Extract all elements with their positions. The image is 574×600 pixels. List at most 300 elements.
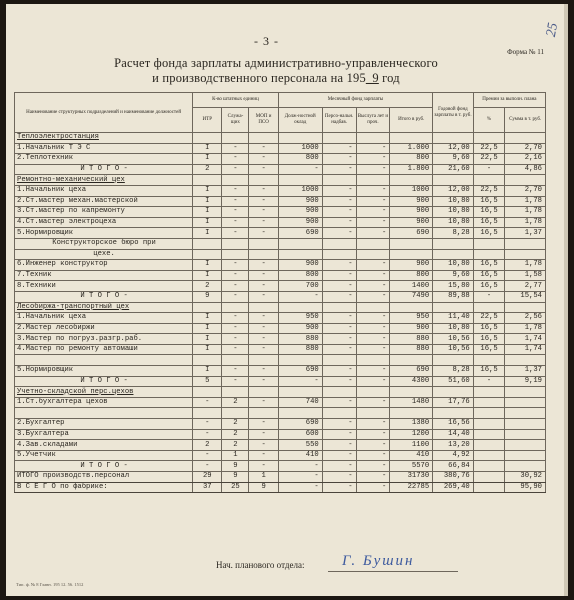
table-row xyxy=(15,461,546,472)
table-row xyxy=(15,270,546,281)
corner-handwriting: 25 xyxy=(543,21,562,39)
row-cell: 690 xyxy=(278,419,322,430)
row-cell xyxy=(222,238,249,249)
row-cell xyxy=(473,387,505,398)
row-cell: - xyxy=(356,164,390,175)
row-cell: - xyxy=(322,185,356,196)
row-cell: - xyxy=(249,344,278,355)
row-cell xyxy=(222,355,249,366)
row-cell xyxy=(473,397,505,408)
row-cell: 4,92 xyxy=(433,450,474,461)
row-cell: - xyxy=(356,313,390,324)
row-cell: 10,80 xyxy=(433,260,474,271)
row-cell: 2 xyxy=(222,440,249,451)
row-name: И Т О Г О - xyxy=(15,461,193,472)
row-cell: - xyxy=(356,143,390,154)
row-cell: 7490 xyxy=(390,291,433,302)
row-cell xyxy=(390,408,433,419)
row-cell: - xyxy=(356,419,390,430)
row-cell xyxy=(278,355,322,366)
row-cell: - xyxy=(222,164,249,175)
row-cell: - xyxy=(356,185,390,196)
row-cell: I xyxy=(193,143,222,154)
row-cell: 880 xyxy=(278,344,322,355)
row-cell xyxy=(278,302,322,313)
row-cell: - xyxy=(249,291,278,302)
table-row xyxy=(15,143,546,154)
row-name: ИТОГО производств.персонал xyxy=(15,472,193,483)
row-cell: 16,5 xyxy=(473,366,505,377)
table-row xyxy=(15,366,546,377)
row-name: 5.Нормировщик xyxy=(15,228,193,239)
row-cell: - xyxy=(249,366,278,377)
row-cell: 410 xyxy=(278,450,322,461)
row-cell: 690 xyxy=(278,366,322,377)
row-cell: 51,60 xyxy=(433,376,474,387)
table-row xyxy=(15,291,546,302)
row-cell xyxy=(390,133,433,144)
row-name: 1.Начальник цеха xyxy=(15,313,193,324)
row-cell: 2 xyxy=(193,281,222,292)
row-cell: - xyxy=(222,313,249,324)
row-cell xyxy=(505,249,546,260)
row-cell xyxy=(505,133,546,144)
row-cell: - xyxy=(356,397,390,408)
row-cell xyxy=(356,238,390,249)
row-name: Теплоэлектростанция xyxy=(15,133,193,144)
row-cell: 950 xyxy=(390,313,433,324)
row-cell: - xyxy=(356,344,390,355)
row-cell: 16,5 xyxy=(473,196,505,207)
row-cell: 800 xyxy=(390,270,433,281)
header-seniority: Выслуга лет и проч. xyxy=(356,108,390,133)
row-cell: 9,60 xyxy=(433,270,474,281)
row-cell: 95,90 xyxy=(505,482,546,493)
row-cell xyxy=(356,133,390,144)
table-row xyxy=(15,228,546,239)
row-cell: 10,80 xyxy=(433,207,474,218)
document-title xyxy=(96,56,456,86)
row-cell xyxy=(473,249,505,260)
row-cell xyxy=(322,133,356,144)
row-cell xyxy=(433,302,474,313)
row-cell xyxy=(222,387,249,398)
row-cell: 900 xyxy=(390,217,433,228)
row-cell: 380,76 xyxy=(433,472,474,483)
row-cell: 1400 xyxy=(390,281,433,292)
row-cell: 2 xyxy=(193,440,222,451)
row-cell: I xyxy=(193,154,222,165)
row-cell: 2,56 xyxy=(505,313,546,324)
row-cell xyxy=(249,249,278,260)
row-cell: - xyxy=(222,260,249,271)
row-cell: - xyxy=(249,143,278,154)
row-name: 4.Зав.складами xyxy=(15,440,193,451)
row-cell xyxy=(322,238,356,249)
row-cell: 1 xyxy=(222,450,249,461)
row-cell: - xyxy=(322,376,356,387)
table-row xyxy=(15,323,546,334)
row-cell: 1,58 xyxy=(505,270,546,281)
row-cell xyxy=(222,302,249,313)
row-name: И Т О Г О - xyxy=(15,376,193,387)
payroll-table xyxy=(14,92,546,493)
row-cell xyxy=(322,302,356,313)
row-cell: 690 xyxy=(390,228,433,239)
row-cell xyxy=(249,238,278,249)
row-cell: 1,74 xyxy=(505,334,546,345)
row-cell: 1.000 xyxy=(390,143,433,154)
row-cell xyxy=(322,408,356,419)
row-cell xyxy=(473,238,505,249)
row-cell: 1 xyxy=(249,472,278,483)
header-monthly-total: Итого в руб. xyxy=(390,108,433,133)
table-body xyxy=(15,133,546,493)
row-cell: - xyxy=(322,344,356,355)
row-cell xyxy=(356,249,390,260)
row-cell: - xyxy=(222,207,249,218)
row-cell xyxy=(433,249,474,260)
row-name: Учетно-складской перс.цехов xyxy=(15,387,193,398)
row-cell: 89,88 xyxy=(433,291,474,302)
row-cell xyxy=(278,387,322,398)
footer-label: Нач. планового отдела: xyxy=(216,560,305,570)
row-cell xyxy=(249,133,278,144)
row-cell xyxy=(505,461,546,472)
row-cell xyxy=(505,429,546,440)
table-row xyxy=(15,313,546,324)
row-cell: 9,19 xyxy=(505,376,546,387)
table-row xyxy=(15,196,546,207)
row-cell: 740 xyxy=(278,397,322,408)
row-cell: - xyxy=(322,164,356,175)
row-cell: - xyxy=(356,440,390,451)
row-cell: 22785 xyxy=(390,482,433,493)
row-cell: 900 xyxy=(278,207,322,218)
row-cell: - xyxy=(249,323,278,334)
row-cell xyxy=(193,133,222,144)
row-cell: 29 xyxy=(193,472,222,483)
document-page xyxy=(6,4,568,596)
row-cell: 2 xyxy=(222,429,249,440)
row-cell: 900 xyxy=(278,323,322,334)
row-cell: - xyxy=(222,344,249,355)
row-cell: 22,5 xyxy=(473,313,505,324)
row-cell: 1000 xyxy=(390,185,433,196)
row-cell: 15,54 xyxy=(505,291,546,302)
row-name: 4.Ст.мастер электроцеха xyxy=(15,217,193,228)
row-cell: - xyxy=(356,260,390,271)
table-row xyxy=(15,419,546,430)
row-cell: - xyxy=(249,217,278,228)
row-cell: - xyxy=(249,450,278,461)
row-cell: 16,5 xyxy=(473,228,505,239)
row-cell: - xyxy=(356,461,390,472)
row-cell xyxy=(473,450,505,461)
row-cell: - xyxy=(322,450,356,461)
row-cell: 9 xyxy=(222,472,249,483)
header-bonus-percent: % xyxy=(473,108,505,133)
row-cell: 16,5 xyxy=(473,344,505,355)
row-name: 5.Учетчик xyxy=(15,450,193,461)
row-cell: 2 xyxy=(193,164,222,175)
row-cell xyxy=(473,175,505,186)
row-cell: 15,80 xyxy=(433,281,474,292)
row-cell: - xyxy=(249,419,278,430)
row-cell: 2,70 xyxy=(505,185,546,196)
row-cell: - xyxy=(222,143,249,154)
row-cell: - xyxy=(356,472,390,483)
row-cell: 5 xyxy=(193,376,222,387)
row-cell: - xyxy=(356,270,390,281)
row-cell: - xyxy=(278,164,322,175)
header-monthly-group: Месячный фонд зарплаты xyxy=(278,93,432,108)
title-year: _9 xyxy=(365,71,379,85)
row-cell xyxy=(390,387,433,398)
row-name: 7.Техник xyxy=(15,270,193,281)
row-cell: - xyxy=(222,217,249,228)
signature: Г. Бушин xyxy=(342,553,415,569)
row-name: 6.Инженер конструктор xyxy=(15,260,193,271)
row-cell: 9 xyxy=(222,461,249,472)
row-cell xyxy=(505,387,546,398)
row-cell: - xyxy=(322,419,356,430)
row-cell: - xyxy=(356,154,390,165)
header-staff-itr: ИТР xyxy=(193,108,222,133)
row-cell: 900 xyxy=(390,323,433,334)
row-cell: - xyxy=(249,334,278,345)
row-cell: - xyxy=(322,482,356,493)
row-cell: - xyxy=(193,429,222,440)
row-cell: I xyxy=(193,185,222,196)
row-cell: 12,00 xyxy=(433,143,474,154)
row-cell: 950 xyxy=(278,313,322,324)
row-cell: 1,78 xyxy=(505,217,546,228)
row-name: 5.Нормировщик xyxy=(15,366,193,377)
row-cell: 900 xyxy=(390,207,433,218)
row-cell: I xyxy=(193,196,222,207)
row-cell: - xyxy=(222,281,249,292)
row-cell: 1000 xyxy=(278,185,322,196)
table-row xyxy=(15,482,546,493)
row-cell xyxy=(390,355,433,366)
row-cell: 800 xyxy=(278,154,322,165)
row-cell xyxy=(390,238,433,249)
header-personal-bonus: Персо-нальн. надбав. xyxy=(322,108,356,133)
row-cell: - xyxy=(322,207,356,218)
row-cell: - xyxy=(249,440,278,451)
row-cell: - xyxy=(222,376,249,387)
row-name xyxy=(15,355,193,366)
row-cell: - xyxy=(473,164,505,175)
table-row xyxy=(15,440,546,451)
row-cell xyxy=(505,175,546,186)
table-row xyxy=(15,334,546,345)
row-cell: 25 xyxy=(222,482,249,493)
row-cell xyxy=(473,133,505,144)
row-cell: - xyxy=(356,281,390,292)
row-cell: I xyxy=(193,228,222,239)
row-cell: - xyxy=(222,291,249,302)
table-row xyxy=(15,450,546,461)
row-cell: 2,70 xyxy=(505,143,546,154)
row-cell: - xyxy=(249,164,278,175)
row-cell xyxy=(473,429,505,440)
row-cell xyxy=(222,249,249,260)
row-cell: 269,40 xyxy=(433,482,474,493)
row-cell: 1,78 xyxy=(505,323,546,334)
row-cell xyxy=(278,175,322,186)
row-cell: 1,74 xyxy=(505,344,546,355)
print-mark: Тип. ф. № 8 Главн. 195 12. 56. 1512 xyxy=(16,582,84,587)
row-cell: - xyxy=(278,472,322,483)
row-cell: 800 xyxy=(278,270,322,281)
row-cell: 16,56 xyxy=(433,419,474,430)
row-cell xyxy=(322,355,356,366)
row-cell xyxy=(249,355,278,366)
header-bonus-group: Премии за выполн. плана xyxy=(473,93,545,108)
row-cell xyxy=(222,175,249,186)
row-cell: 31730 xyxy=(390,472,433,483)
row-cell: 16,5 xyxy=(473,323,505,334)
row-cell xyxy=(356,387,390,398)
row-cell: - xyxy=(322,143,356,154)
header-staff-employees: Служа-щих xyxy=(222,108,249,133)
row-cell xyxy=(473,440,505,451)
row-cell xyxy=(193,387,222,398)
row-cell: - xyxy=(222,323,249,334)
row-cell: 37 xyxy=(193,482,222,493)
row-cell xyxy=(322,387,356,398)
row-cell xyxy=(505,302,546,313)
row-cell: - xyxy=(193,397,222,408)
row-cell xyxy=(505,440,546,451)
row-cell: I xyxy=(193,313,222,324)
row-cell: - xyxy=(249,281,278,292)
title-line-1: Расчет фонда зарплаты административно-управленческого xyxy=(114,56,438,70)
row-cell: 12,00 xyxy=(433,185,474,196)
row-cell: 8,28 xyxy=(433,228,474,239)
table-row xyxy=(15,260,546,271)
row-cell xyxy=(249,387,278,398)
row-cell: - xyxy=(356,429,390,440)
row-cell: - xyxy=(322,281,356,292)
row-cell xyxy=(193,355,222,366)
row-cell: 16,5 xyxy=(473,334,505,345)
row-cell: 1380 xyxy=(390,419,433,430)
row-cell: - xyxy=(193,450,222,461)
header-name: Наименование структурных подразделений и наименование должностей xyxy=(15,93,193,133)
row-name xyxy=(15,408,193,419)
row-name: 2.Теплотехник xyxy=(15,154,193,165)
row-cell: - xyxy=(356,334,390,345)
header-staff-group: К-во штатных единиц xyxy=(193,93,279,108)
row-name: 2.Мастер лесобиржи xyxy=(15,323,193,334)
row-cell xyxy=(356,355,390,366)
row-cell: 8,28 xyxy=(433,366,474,377)
row-cell: - xyxy=(356,217,390,228)
row-cell: - xyxy=(322,291,356,302)
row-cell: - xyxy=(356,196,390,207)
row-cell xyxy=(278,249,322,260)
row-cell xyxy=(473,408,505,419)
row-cell xyxy=(249,408,278,419)
row-cell: - xyxy=(249,196,278,207)
row-cell: 66,84 xyxy=(433,461,474,472)
row-cell xyxy=(505,397,546,408)
row-cell: 1100 xyxy=(390,440,433,451)
row-cell: 880 xyxy=(278,334,322,345)
table-row xyxy=(15,376,546,387)
row-cell xyxy=(433,355,474,366)
page-number: - 3 - xyxy=(254,34,279,48)
row-cell xyxy=(278,238,322,249)
row-cell: 600 xyxy=(278,429,322,440)
row-cell: - xyxy=(356,207,390,218)
row-name: И Т О Г О - xyxy=(15,291,193,302)
table-row xyxy=(15,164,546,175)
row-cell xyxy=(390,302,433,313)
row-cell: 900 xyxy=(278,217,322,228)
row-cell: 11,40 xyxy=(433,313,474,324)
row-cell: 880 xyxy=(390,344,433,355)
row-name: И Т О Г О - xyxy=(15,164,193,175)
row-cell xyxy=(433,408,474,419)
row-cell: - xyxy=(322,217,356,228)
row-cell: - xyxy=(322,196,356,207)
row-cell: I xyxy=(193,260,222,271)
row-cell xyxy=(193,175,222,186)
table-row xyxy=(15,344,546,355)
signature-line xyxy=(328,571,458,572)
row-cell: - xyxy=(249,313,278,324)
row-cell: 22,5 xyxy=(473,154,505,165)
row-cell: - xyxy=(356,450,390,461)
row-cell: 1.800 xyxy=(390,164,433,175)
row-cell xyxy=(505,355,546,366)
row-cell: - xyxy=(249,228,278,239)
row-cell: - xyxy=(322,429,356,440)
row-cell: 14,40 xyxy=(433,429,474,440)
row-cell: I xyxy=(193,323,222,334)
row-cell xyxy=(433,133,474,144)
table-row xyxy=(15,175,546,186)
row-cell xyxy=(505,450,546,461)
row-cell: - xyxy=(278,376,322,387)
row-cell: - xyxy=(322,440,356,451)
row-cell: - xyxy=(356,482,390,493)
header-staff-mop: МОП и ПСО xyxy=(249,108,278,133)
header-row-1 xyxy=(15,93,546,108)
table-row xyxy=(15,133,546,144)
row-cell: I xyxy=(193,334,222,345)
row-cell: 690 xyxy=(390,366,433,377)
row-name: 1.Начальник цеха xyxy=(15,185,193,196)
row-cell: - xyxy=(222,154,249,165)
row-name: 3.Ст.мастер по капремонту xyxy=(15,207,193,218)
row-cell xyxy=(473,472,505,483)
row-cell xyxy=(249,302,278,313)
form-label: Форма № 11 xyxy=(507,48,544,56)
row-cell: - xyxy=(356,366,390,377)
row-cell: 10,56 xyxy=(433,344,474,355)
row-cell: - xyxy=(222,270,249,281)
header-salary: Долж-ностной оклад xyxy=(278,108,322,133)
row-name: 1.Начальник Т Э С xyxy=(15,143,193,154)
row-cell xyxy=(473,419,505,430)
row-cell: 1,37 xyxy=(505,366,546,377)
row-cell: I xyxy=(193,217,222,228)
